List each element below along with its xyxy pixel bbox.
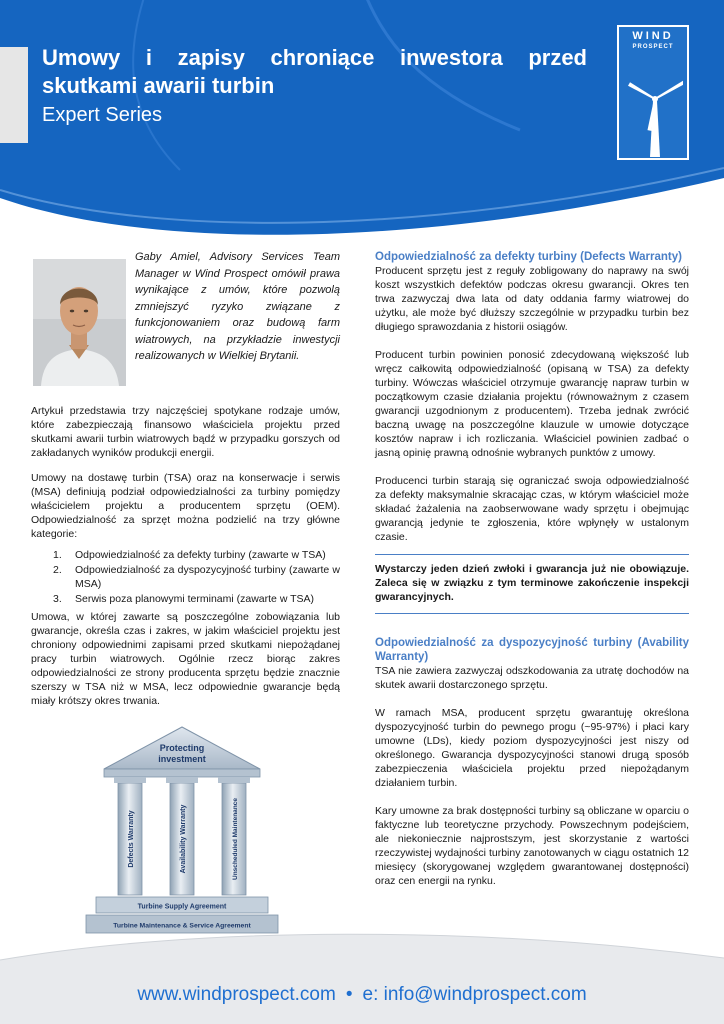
- right-paragraph-6: Kary umowne za brak dostępności turbiny są obliczane w oparciu o faktyczne lub teoretyczne przychody. Powszechnym podejściem, ale niekoniecznie najprostszym, jest skorzystanie z wartości rzeczywistej wydajności turbiny zanotowanych w ciągu ostatnich 12 miesięcy (skorygowanej względem gwarantowanej dostępności) oraz cen energii na rynku.: [375, 805, 689, 887]
- left-paragraph-3: Umowa, w której zawarte są poszczególne zobowiązania lub gwarancje, określa czas i zakres, w jakim właściciel projektu jest chroniony odpowiednimi zapisami przed skutkami niepożądanej pracy turbin wiatrowych. Ogólnie rzecz biorąc zakres odpowiedzialności ze strony producenta sprzętu będzie znacznie szerszy w TSA niż w MSA, lecz odpowiednie gwarancje będą miały krótszy okres trwania.: [31, 611, 340, 707]
- footer-contact: [0, 984, 724, 1006]
- list-item-text: Serwis poza planowymi terminami (zawarte w TSA): [75, 593, 315, 605]
- logo-word-wind: WIND: [632, 30, 674, 42]
- author-intro: Gaby Amiel, Advisory Services Team Manager w Wind Prospect omówił prawa wynikające z umów, które pozwolą zmniejszyć ryzyko związane z funkcjonowaniem oraz budową farm wiatrowych, na przykładzie inwestycji realizowanych w Wielkiej Brytanii.: [135, 251, 340, 362]
- roof-label-line1: Protecting: [159, 743, 205, 753]
- logo-word-prospect: PROSPECT: [632, 44, 674, 50]
- roof-label-line2: investment: [158, 754, 206, 764]
- list-item-number: 3.: [53, 593, 62, 605]
- right-paragraph-2: Producent turbin powinien ponosić zdecydowaną większość lub wręcz całkowitą odpowiedzialność (opisaną w TSA) za defekty turbiny. Wówczas właściciel otrzymuje gwarancję napraw turbin w początkowym czasie działania projektu (równoważnym z czasem gwarancji uzgodnionym z producentem). Trzeba jednak zwrócić baczną uwagę na poszczególne klauzule w umowie dotyczące kosztów napraw i ich rozliczania. Właściciel powinien zadbać o jasną opinię prawną odnośnie wybranych punktów z umowy.: [375, 349, 689, 459]
- section-heading-defects: Odpowiedzialność za defekty turbiny (Defects Warranty): [375, 251, 682, 263]
- email-link[interactable]: e: info@windprospect.com: [362, 984, 587, 1005]
- list-item-text: Odpowiedzialność za dyspozycyjność turbiny (zawarte w MSA): [75, 564, 340, 590]
- right-paragraph-1: Producent sprzętu jest z reguły zobligowany do naprawy na swój koszt wszystkich defektów podczas okresu gwarancji. Okres ten trwa zazwyczaj dwa lata od daty oddania farmy wiatrowej do użytku, ale może być dłuższy szczególnie w przypadku turbin bez długiego sprawozdania z historii osiągów.: [375, 265, 689, 333]
- divider-top: [375, 554, 689, 555]
- footer: [0, 930, 724, 1024]
- list-item-number: 1.: [53, 549, 62, 561]
- page-title: Umowy i zapisy chroniące inwestora przed skutkami awarii turbin: [42, 45, 587, 98]
- footer-separator: •: [345, 984, 353, 1005]
- list-item-text: Odpowiedzialność za defekty turbiny (zawarte w TSA): [75, 549, 326, 561]
- wind-prospect-logo: [617, 25, 689, 160]
- author-photo: [33, 259, 126, 386]
- header-side-tab: [0, 47, 28, 143]
- right-paragraph-5: W ramach MSA, producent sprzętu gwarantuję określona dyspozycyjność turbin do pewnego progu (~95-97%) i płaci kary umowne (LDs), kiedy poziom dyspozycyjności jest niszy od określonego. Gwarancja dyspozycyjności stanowi drugą sposób zabezpieczenia właściciela projektu przed niepożądanym działaniem turbin.: [375, 707, 689, 789]
- pillar-3-label: Unscheduled Maintenance: [232, 798, 239, 880]
- protecting-investment-diagram: [82, 725, 286, 941]
- header-banner: [0, 0, 724, 250]
- left-paragraph-2: Umowy na dostawę turbin (TSA) oraz na konserwacje i serwis (MSA) definiują podział odpowiedzialności za turbiny pomiędzy właścicielem projektu a producentem sprzętu (OEM). Odpowiedzialność za sprzęt można podzielić na trzy główne kategorie:: [31, 472, 340, 540]
- list-item: [31, 592, 340, 606]
- divider-bottom: [375, 613, 689, 614]
- right-paragraph-3: Producenci turbin starają się ograniczać swoja odpowiedzialność za defekty maksymalnie skracając czas, w którym właściciel może składać żażalenia na zaobserwowane wady sprzętu i obejmując gwarancją jedynie te zgłoszenia, które wpłynęły w ustalonym czasie.: [375, 475, 689, 543]
- left-column: [31, 404, 340, 708]
- section-heading-availability: Odpowiedzialność za dyspozycyjność turbiny (Avability Warranty): [375, 637, 689, 663]
- base-label-2: Turbine Maintenance & Service Agreement: [113, 922, 251, 930]
- left-paragraph-1: Artykuł przedstawia trzy najczęściej spotykane rodzaje umów, które zabezpieczają finansowo właściciela projektu przed skutkami awarii turbin wiatrowych bądź w przypadku gorszych od zakładanych wyników produkcji energii.: [31, 405, 340, 459]
- base-label-1: Turbine Supply Agreement: [137, 903, 227, 911]
- pillar-2-label: Availability Warranty: [180, 804, 187, 874]
- pillar-1-label: Defects Warranty: [128, 810, 135, 868]
- footer-background: [0, 930, 724, 1024]
- person-portrait-icon: [33, 259, 126, 386]
- website-link[interactable]: www.windprospect.com: [137, 984, 336, 1005]
- list-item: [31, 563, 340, 591]
- emphasis-callout: Wystarczy jeden dzień zwłoki i gwarancja już nie obowiązuje. Zaleca się w związku z tym terminowe zakończenie inspekcji gwarancyjnych.: [375, 563, 689, 603]
- page-subtitle: Expert Series: [42, 104, 163, 126]
- right-column: [375, 250, 689, 902]
- list-item-number: 2.: [53, 564, 62, 576]
- list-item: [31, 548, 340, 562]
- right-paragraph-4: TSA nie zawiera zazwyczaj odszkodowania za utratę dochodów na skutek awarii dostarczonego sprzętu.: [375, 665, 689, 691]
- wind-turbine-icon: [627, 57, 683, 157]
- categories-list: [31, 548, 340, 606]
